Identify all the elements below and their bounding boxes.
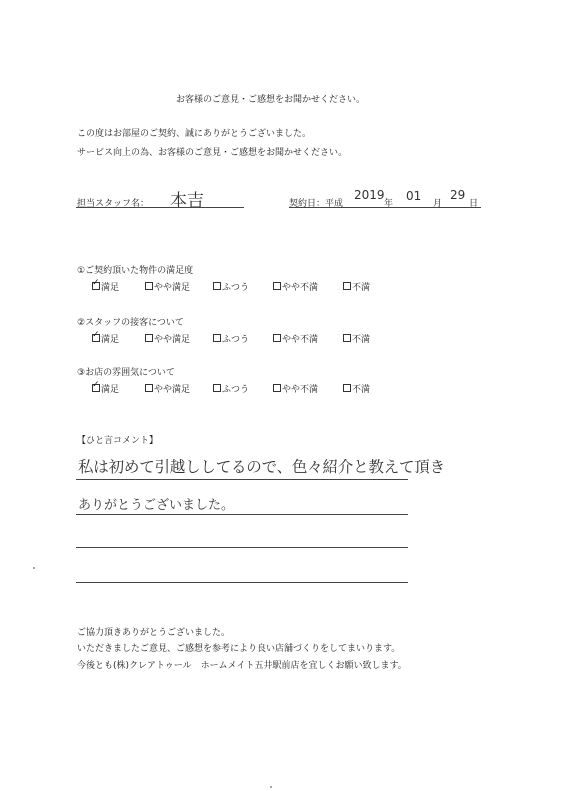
q2-option-3[interactable]: ふつう	[213, 332, 249, 345]
question-1-title: ①ご契約頂いた物件の満足度	[77, 266, 194, 276]
intro-line-1: この度はお部屋のご契約、誠にありがとうございました。	[77, 129, 312, 139]
checkbox-icon	[273, 334, 281, 342]
checkbox-icon	[273, 282, 281, 290]
closing-line-1: ご協力頂きありがとうございました。	[77, 628, 231, 638]
comment-line-1: 私は初めて引越ししてるので、色々紹介と教えて頂き	[78, 458, 445, 476]
contract-underline	[289, 207, 481, 208]
q2-option-5[interactable]: 不満	[343, 332, 370, 345]
q1-option-5[interactable]: 不満	[343, 280, 370, 293]
comment-underline-1	[76, 479, 408, 480]
scan-speck	[33, 567, 35, 569]
q2-option-4[interactable]: やや不満	[273, 332, 318, 345]
q1-option-2[interactable]: やや満足	[145, 280, 190, 293]
staff-label: 担当スタッフ名：	[77, 199, 150, 209]
comment-underline-2	[76, 514, 408, 515]
contract-year: 2019	[354, 188, 385, 202]
scan-speck	[270, 786, 272, 788]
comment-underline-3	[76, 547, 408, 548]
checkbox-icon	[145, 384, 153, 392]
q1-option-3[interactable]: ふつう	[213, 280, 249, 293]
q3-option-5[interactable]: 不満	[343, 382, 370, 395]
checkbox-icon	[343, 384, 351, 392]
comment-label: 【ひと言コメント】	[77, 436, 159, 446]
year-unit: 年	[384, 199, 394, 209]
checkbox-icon	[213, 384, 221, 392]
comment-line-2: ありがとうございました。	[78, 498, 235, 513]
contract-month: 01	[406, 189, 422, 203]
q3-option-2[interactable]: やや満足	[145, 382, 190, 395]
checkbox-checked-icon	[92, 282, 100, 290]
closing-line-2: いただきましたご意見、ご感想を参考により良い店舗づくりをしてまいります。	[77, 644, 401, 654]
checkbox-icon	[145, 282, 153, 290]
day-unit: 日	[469, 199, 479, 209]
checkbox-checked-icon	[92, 384, 100, 392]
question-2-title: ②スタッフの接客について	[77, 318, 184, 328]
checkbox-checked-icon	[92, 334, 100, 342]
checkbox-icon	[273, 384, 281, 392]
q1-option-1[interactable]: ✓満足	[92, 280, 119, 293]
intro-line-2: サービス向上の為、お客様のご意見・ご感想をお聞かせください。	[77, 148, 348, 158]
q3-option-3[interactable]: ふつう	[213, 382, 249, 395]
checkbox-icon	[145, 334, 153, 342]
question-3-title: ③お店の雰囲気について	[77, 368, 175, 378]
q3-option-4[interactable]: やや不満	[273, 382, 318, 395]
month-unit: 月	[433, 199, 443, 209]
q1-option-4[interactable]: やや不満	[273, 280, 318, 293]
staff-underline	[76, 207, 244, 208]
comment-underline-4	[76, 582, 408, 583]
checkbox-icon	[343, 334, 351, 342]
contract-day: 29	[450, 188, 466, 202]
closing-line-3: 今後とも(株)クレアトゥール ホームメイト五井駅前店を宜しくお願い致します。	[77, 661, 407, 671]
q2-option-2[interactable]: やや満足	[145, 332, 190, 345]
checkbox-icon	[343, 282, 351, 290]
q3-option-1[interactable]: ✓満足	[92, 382, 119, 395]
checkbox-icon	[213, 334, 221, 342]
checkbox-icon	[213, 282, 221, 290]
page-title: お客様のご意見・ご感想をお聞かせください。	[176, 95, 366, 105]
q2-option-1[interactable]: ✓満足	[92, 332, 119, 345]
contract-label: 契約日：平成	[289, 199, 344, 209]
staff-name: 本吉	[170, 191, 204, 211]
